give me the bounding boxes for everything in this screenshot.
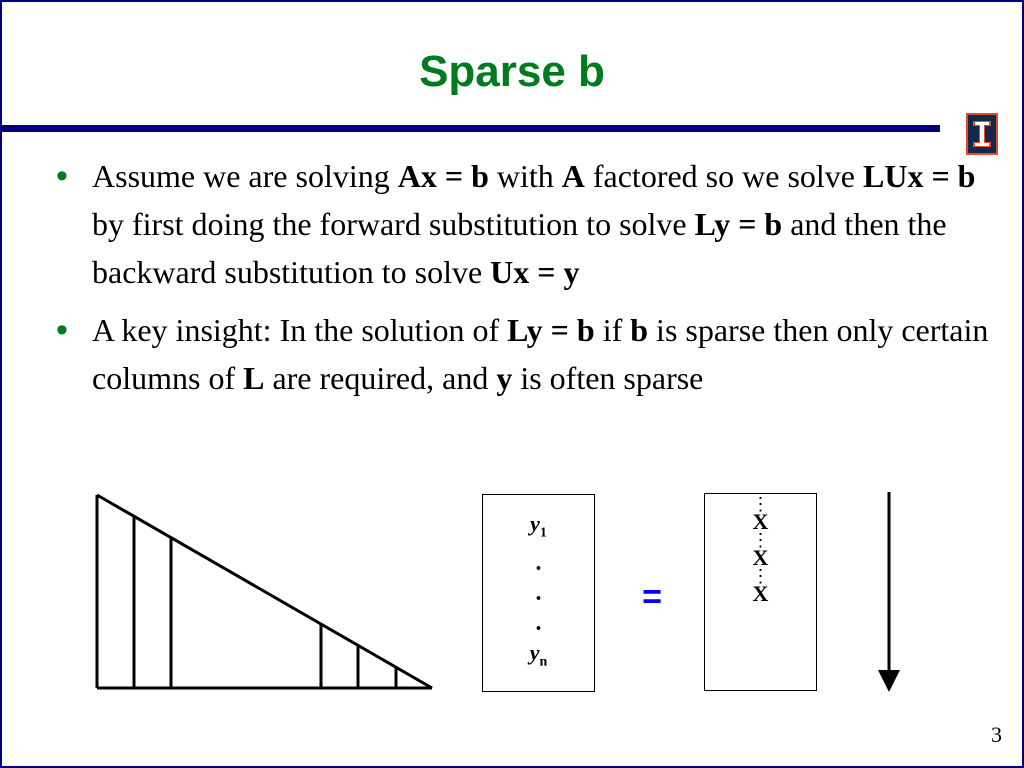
bold-term: Ly = b xyxy=(507,312,595,348)
b-dots: ⋮ xyxy=(751,494,770,514)
b-nonzero-entry: X xyxy=(752,581,769,606)
bold-term: Ly = b xyxy=(694,206,783,242)
equals-sign: = xyxy=(642,578,662,616)
bold-term: b xyxy=(630,312,649,348)
bold-term: Ux = y xyxy=(490,254,580,290)
slide-title: Sparse b xyxy=(419,47,605,96)
down-arrow-icon xyxy=(878,492,900,692)
text-run: and then the backward substitution to solve xyxy=(92,206,947,290)
text-run: Assume we are solving xyxy=(92,158,398,194)
text-run: by first doing the forward substitution to solve xyxy=(92,206,695,242)
text-run: A key insight: In the solution of xyxy=(92,312,508,348)
y-vector xyxy=(482,494,595,692)
b-nonzero-entry: X xyxy=(752,509,769,534)
text-run: if xyxy=(594,312,631,348)
bold-term: L xyxy=(243,360,265,396)
y-dot: . xyxy=(535,580,542,607)
b-dots: ⋮ xyxy=(751,530,770,550)
b-nonzero-entry: X xyxy=(752,545,769,570)
bold-term: y xyxy=(496,360,513,396)
b-dots: ⋮ xyxy=(751,566,770,586)
text-run: with xyxy=(488,158,562,194)
y-dot: . xyxy=(535,550,542,577)
bold-term: LUx = b xyxy=(862,158,976,194)
text-run: factored so we solve xyxy=(584,158,863,194)
y-last-entry: $y_n$ xyxy=(529,640,548,670)
text-run: are required, and xyxy=(264,360,497,396)
triangle-hypotenuse xyxy=(97,495,432,688)
y-first-entry: $y_1$ xyxy=(530,511,547,541)
b-vector xyxy=(704,493,817,691)
bold-term: Ax = b xyxy=(397,158,489,194)
page-number: 3 xyxy=(991,722,1002,747)
text-run: is sparse then only certain columns of xyxy=(92,312,989,396)
y-dot: . xyxy=(535,610,542,637)
text-run: is often sparse xyxy=(512,360,704,396)
bullet-dot-icon: • xyxy=(56,157,68,195)
bullet-dot-icon: • xyxy=(56,311,68,349)
bold-term: A xyxy=(561,158,585,194)
